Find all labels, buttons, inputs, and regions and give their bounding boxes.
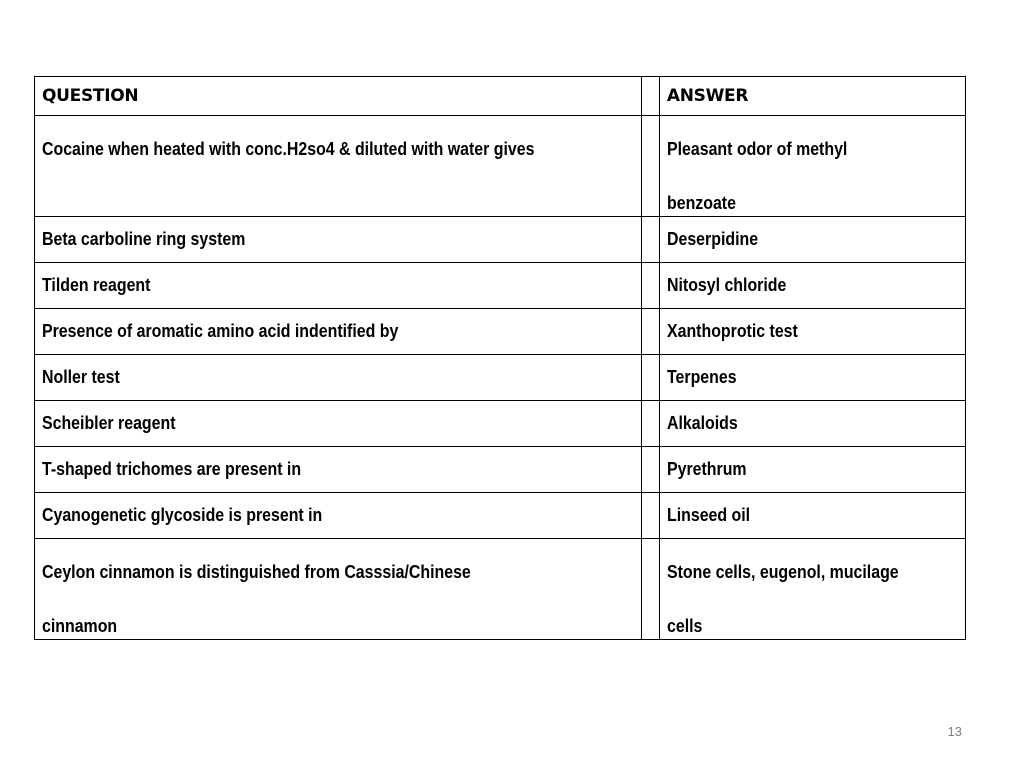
answer-text: Xanthoprotic test <box>666 320 798 341</box>
table-row <box>35 116 966 217</box>
question-cell <box>35 401 642 447</box>
answer-cell <box>659 217 965 263</box>
table-row <box>35 355 966 401</box>
page-number: 13 <box>947 724 962 739</box>
spacer-cell <box>642 217 660 263</box>
question-cell <box>35 355 642 401</box>
question-text: Scheibler reagent <box>42 412 176 433</box>
question-cell <box>35 263 642 309</box>
answer-text: Pyrethrum <box>666 458 747 479</box>
question-text: Noller test <box>42 366 120 387</box>
spacer-cell <box>642 447 660 493</box>
answer-cell <box>659 355 965 401</box>
question-text: Tilden reagent <box>42 274 151 295</box>
answer-text-line2: benzoate <box>666 192 736 213</box>
question-text-line2: cinnamon <box>42 615 118 636</box>
question-cell <box>35 309 642 355</box>
question-text-line1: Ceylon cinnamon is distinguished from Casssia/Chinese <box>42 561 471 582</box>
question-cell <box>35 447 642 493</box>
answer-text-line1: Pleasant odor of methyl <box>666 138 848 159</box>
question-answer-table <box>34 76 966 640</box>
spacer-cell <box>642 355 660 401</box>
answer-cell <box>659 116 965 217</box>
answer-text: Terpenes <box>666 366 737 387</box>
answer-cell <box>659 309 965 355</box>
answer-text-line2: cells <box>666 615 703 636</box>
table-header-row <box>35 77 966 116</box>
answer-cell <box>659 539 965 640</box>
spacer-cell <box>642 309 660 355</box>
question-text: T-shaped trichomes are present in <box>42 458 302 479</box>
answer-text: Deserpidine <box>666 228 758 249</box>
answer-text-line1: Stone cells, eugenol, mucilage <box>666 561 899 582</box>
spacer-cell <box>642 401 660 447</box>
table-row <box>35 217 966 263</box>
answer-cell <box>659 263 965 309</box>
table-row <box>35 401 966 447</box>
table-row <box>35 263 966 309</box>
answer-cell <box>659 447 965 493</box>
answer-text: Linseed oil <box>666 504 750 525</box>
answer-text: Nitosyl chloride <box>666 274 787 295</box>
question-cell <box>35 539 642 640</box>
spacer-cell <box>642 539 660 640</box>
question-cell <box>35 493 642 539</box>
table-row <box>35 447 966 493</box>
answer-text: Alkaloids <box>666 412 738 433</box>
table-row <box>35 309 966 355</box>
spacer-cell <box>642 493 660 539</box>
question-column-header: QUESTION <box>35 77 642 116</box>
table-row <box>35 539 966 640</box>
answer-column-header: ANSWER <box>659 77 965 116</box>
spacer-cell <box>642 263 660 309</box>
question-text: Beta carboline ring system <box>42 228 246 249</box>
spacer-cell <box>642 116 660 217</box>
question-text: Cocaine when heated with conc.H2so4 & diluted with water gives <box>42 138 535 159</box>
spacer-cell <box>642 77 660 116</box>
question-cell <box>35 217 642 263</box>
question-text: Cyanogenetic glycoside is present in <box>42 504 323 525</box>
question-text: Presence of aromatic amino acid indentified by <box>42 320 399 341</box>
question-cell <box>35 116 642 217</box>
answer-cell <box>659 493 965 539</box>
table-row <box>35 493 966 539</box>
answer-cell <box>659 401 965 447</box>
